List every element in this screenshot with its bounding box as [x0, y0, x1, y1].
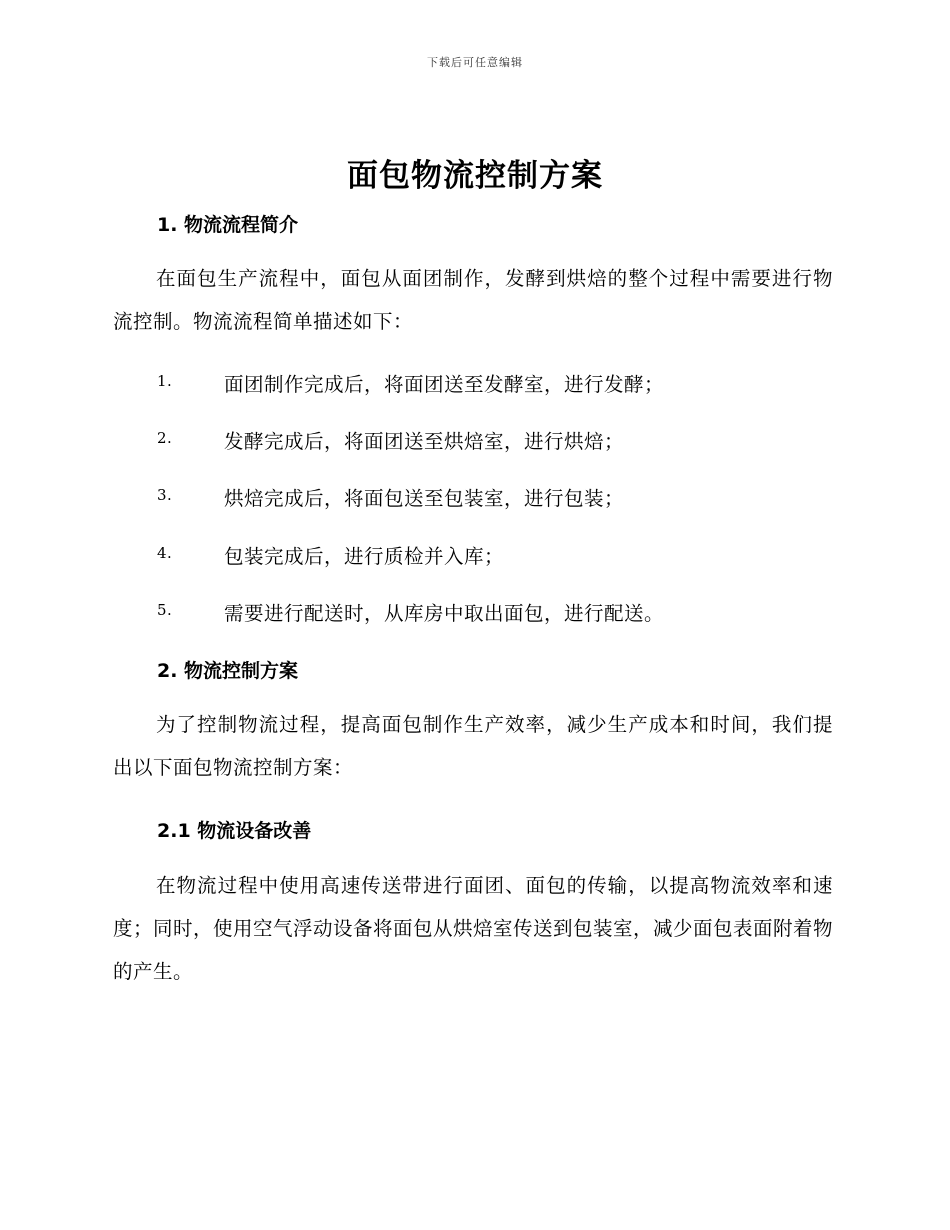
section-2-intro: 为了控制物流过程，提高面包制作生产效率，减少生产成本和时间，我们提出以下面包物流控制方案：	[113, 713, 833, 779]
list-item-text: 烘焙完成后，将面包送至包装室，进行包装；	[224, 487, 625, 510]
list-item-text: 需要进行配送时，从库房中取出面包，进行配送。	[224, 602, 665, 625]
list-item-number: 3.	[157, 486, 173, 504]
list-item-number: 1.	[157, 372, 173, 390]
list-item-text: 面团制作完成后，将面团送至发酵室，进行发酵；	[224, 373, 665, 396]
list-item-number: 5.	[157, 601, 173, 619]
list-item-number: 2.	[157, 429, 173, 447]
section-2-heading: 2. 物流控制方案	[157, 660, 299, 682]
list-item-number: 4.	[157, 544, 173, 562]
section-2-1-heading: 2.1 物流设备改善	[157, 820, 312, 842]
section-2-1-body: 在物流过程中使用高速传送带进行面团、面包的传输，以提高物流效率和速度；同时，使用空气浮动设备将面包从烘焙室传送到包装室，减少面包表面附着物的产生。	[113, 874, 834, 983]
document-title: 面包物流控制方案	[347, 158, 603, 194]
list-item-text: 包装完成后，进行质检并入库；	[224, 545, 505, 568]
section-1-heading: 1. 物流流程简介	[157, 214, 299, 236]
page-header-note: 下载后可任意编辑	[427, 56, 523, 69]
list-item-text: 发酵完成后，将面团送至烘焙室，进行烘焙；	[224, 430, 625, 453]
section-1-intro: 在面包生产流程中，面包从面团制作，发酵到烘焙的整个过程中需要进行物流控制。物流流程简单描述如下：	[113, 267, 833, 333]
